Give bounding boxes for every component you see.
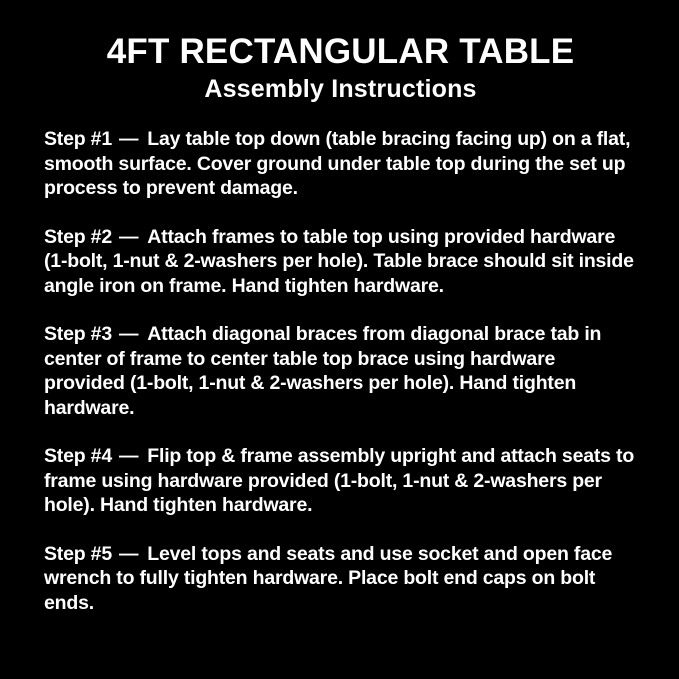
step-text: Flip top & frame assembly upright and attach seats to frame using hardware provided (1-bolt, 1-nut & 2-washers per hole). Hand tighten hardware. xyxy=(44,445,635,516)
step-label: Step #2 xyxy=(44,225,112,248)
step-separator: — xyxy=(118,128,139,150)
step-label: Step #3 xyxy=(44,323,112,345)
step-paragraph-1 xyxy=(44,127,637,201)
step-label: Step #4 xyxy=(44,445,112,467)
step-separator: — xyxy=(118,225,139,248)
step-label: Step #5 xyxy=(44,542,112,565)
step-text: Attach frames to table top using provided hardware (1-bolt, 1-nut & 2-washers per hole). Table brace should sit inside angle iron on frame. Hand tighten hardware. xyxy=(44,225,634,297)
page-title: 4FT RECTANGULAR TABLE xyxy=(106,32,575,71)
step-label: Step #1 xyxy=(44,128,112,150)
step-separator: — xyxy=(118,445,139,467)
page-subtitle: Assembly Instructions xyxy=(204,75,477,104)
step-separator: — xyxy=(118,323,139,345)
step-paragraph-2 xyxy=(44,225,637,299)
step-paragraph-4 xyxy=(44,444,637,518)
step-separator: — xyxy=(118,542,139,565)
step-text: Level tops and seats and use socket and open face wrench to fully tighten hardware. Place bolt end caps on bolt ends. xyxy=(44,542,613,614)
step-paragraph-3 xyxy=(44,322,637,420)
step-text: Lay table top down (table bracing facing up) on a flat, smooth surface. Cover ground under table top during the set up process to prevent damage. xyxy=(44,128,631,199)
step-text: Attach diagonal braces from diagonal brace tab in center of frame to center table top brace using hardware provided (1-bolt, 1-nut & 2-washers per hole). Hand tighten hardware. xyxy=(44,323,602,419)
step-paragraph-5 xyxy=(44,542,637,616)
steps-list xyxy=(44,127,637,615)
